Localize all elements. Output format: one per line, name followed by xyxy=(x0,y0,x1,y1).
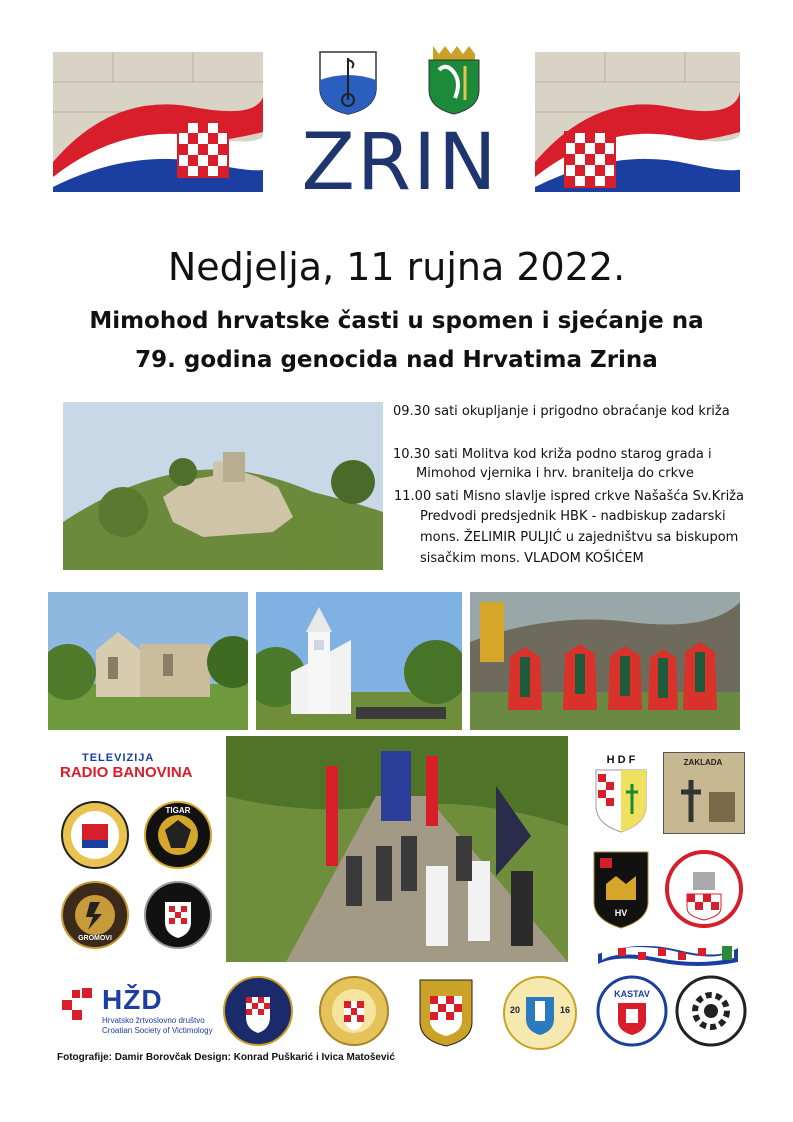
tv-logo-bottom-text: RADIO BANOVINA xyxy=(60,764,193,781)
county-coat-of-arms-icon xyxy=(425,44,483,116)
hv-military-badge-logo xyxy=(592,850,650,930)
hzd-title: HŽD xyxy=(102,984,163,1015)
schedule-line-3: Mimohod vjernika i hrv. branitelja do crkve xyxy=(416,466,694,481)
zaklada-logo xyxy=(663,752,743,832)
gromovi-label: GROMOVI xyxy=(78,935,112,942)
church-round-logo xyxy=(665,850,743,928)
generals-association-logo xyxy=(222,975,294,1047)
church-photo xyxy=(256,592,462,730)
shield-badge-logo xyxy=(418,978,474,1048)
gromovi-brigade-logo xyxy=(60,880,130,950)
hzd-logo xyxy=(62,984,213,1036)
gear-association-logo xyxy=(675,975,747,1047)
schedule-line-2: 10.30 sati Molitva kod križa podno starog grada i xyxy=(393,447,712,462)
ivanic-year-left: 20 xyxy=(510,1005,521,1015)
tv-logo-top-text: TELEVIZIJA xyxy=(82,752,155,764)
tigar-brigade-logo xyxy=(143,800,213,870)
hzd-line-1: Hrvatsko žrtvoslovno društvo xyxy=(102,1016,205,1025)
tigar-label: TIGAR xyxy=(165,806,191,815)
croatian-shield-emblem-icon xyxy=(60,800,130,870)
event-subtitle-line-1: Mimohod hrvatske časti u spomen i sjećanje na xyxy=(89,308,704,334)
church-ruins-photo xyxy=(48,592,248,730)
schedule-line-7: sisačkim mons. VLADOM KOŠIĆEM xyxy=(420,551,644,566)
hzd-line-2: Croatian Society of Victimology xyxy=(102,1026,213,1035)
schedule-line-1: 09.30 sati okupljanje i prigodno obraćanje kod križa xyxy=(393,404,730,419)
zaklada-label: ZAKLADA xyxy=(683,758,723,767)
footer-credits: Fotografije: Damir Borovčak Design: Konrad Puškarić i Ivica Matošević xyxy=(57,1052,395,1063)
event-date: Nedjelja, 11 rujna 2022. xyxy=(167,245,626,289)
croatian-flag-left xyxy=(53,52,263,192)
gold-medal-logo xyxy=(318,975,390,1047)
municipality-coat-of-arms-icon xyxy=(318,50,378,116)
kastav-logo xyxy=(596,975,668,1047)
page-title: ZRIN xyxy=(301,118,499,208)
schedule-line-5: Predvodi predsjednik HBK - nadbiskup zadarski xyxy=(420,509,726,524)
ivanic-satnija-logo xyxy=(502,975,578,1051)
schedule-line-6: mons. ŽELIMIR PULJIĆ u zajedništvu sa biskupom xyxy=(420,530,739,545)
hdf-shield-logo xyxy=(592,754,650,834)
croatian-flag-right xyxy=(535,52,740,192)
hv-label: HV xyxy=(614,908,628,918)
checkered-ribbon-logo xyxy=(598,940,738,970)
televizija-radio-banovina-logo xyxy=(60,752,210,788)
hdf-label: H D F xyxy=(606,754,636,766)
ivanic-year-right: 16 xyxy=(560,1005,571,1015)
kastav-label: KASTAV xyxy=(614,989,650,999)
castle-ruins-photo xyxy=(63,402,383,570)
honor-guard-photo xyxy=(470,592,740,730)
veterans-association-logo xyxy=(143,880,213,950)
schedule-line-4: 11.00 sati Misno slavlje ispred crkve Našašća Sv.Križa xyxy=(394,489,744,504)
procession-photo xyxy=(226,736,568,962)
event-subtitle-line-2: 79. godina genocida nad Hrvatima Zrina xyxy=(135,347,658,373)
